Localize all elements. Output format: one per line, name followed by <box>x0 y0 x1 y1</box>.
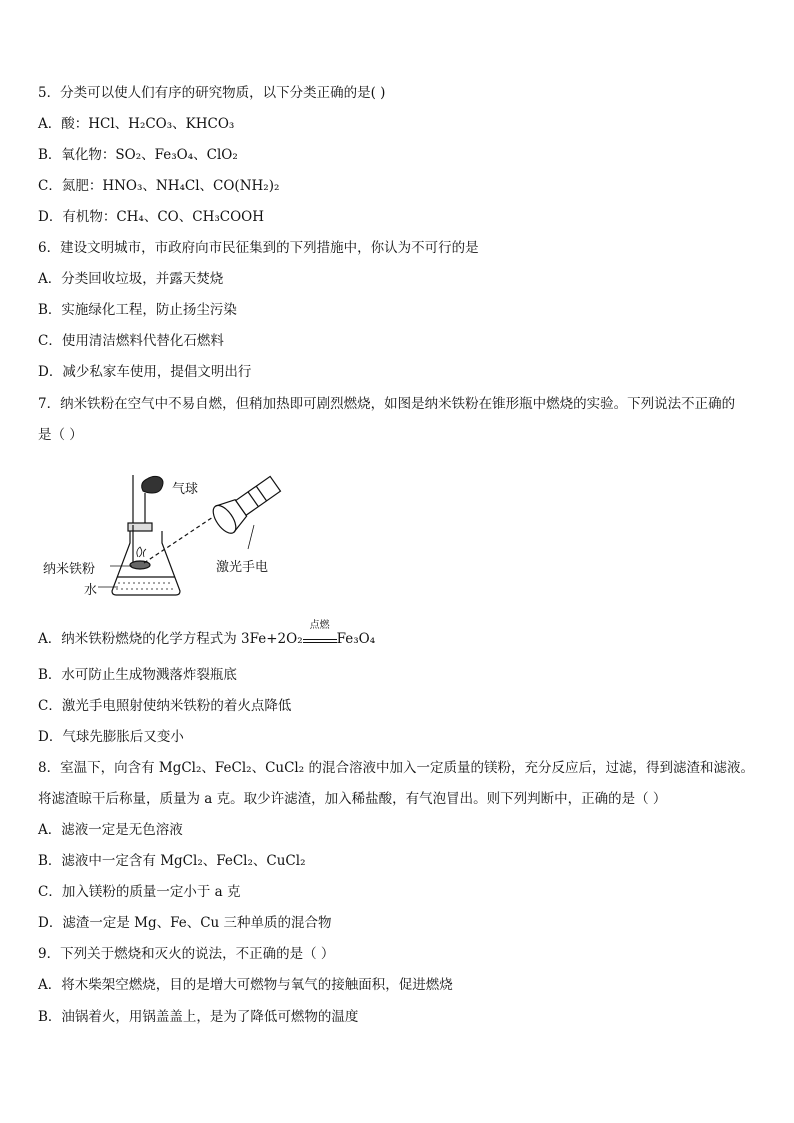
iron-powder <box>130 561 150 569</box>
q8-option-c: C．加入镁粉的质量一定小于 a 克 <box>38 884 241 900</box>
q5-option-d: D．有机物：CH₄、CO、CH₃COOH <box>38 209 264 225</box>
reaction-condition-label: 点燃 <box>309 620 330 631</box>
q7-stem-line1: 7．纳米铁粉在空气中不易自燃，但稍加热即可剧烈燃烧，如图是纳米铁粉在锥形瓶中燃烧的实验。下列说法不正确的 <box>38 396 736 412</box>
q9-option-a: A．将木柴架空燃烧，目的是增大可燃物与氧气的接触面积，促进燃烧 <box>38 977 453 993</box>
q7-option-a <box>38 620 376 648</box>
q8-option-a: A．滤液一定是无色溶液 <box>38 822 183 838</box>
q9-stem: 9．下列关于燃烧和灭火的说法，不正确的是（ ） <box>38 946 335 962</box>
water-label: 水 <box>84 583 98 598</box>
q8-stem-line1: 8．室温下，向含有 MgCl₂、FeCl₂、CuCl₂ 的混合溶液中加入一定质量的镁粉，充分反应后，过滤，得到滤渣和滤液。 <box>38 760 754 776</box>
q6-option-c: C．使用清洁燃料代替化石燃料 <box>38 333 224 349</box>
q5-option-a: A．酸：HCl、H₂CO₃、KHCO₃ <box>38 116 235 132</box>
q6-stem: 6．建设文明城市，市政府向市民征集到的下列措施中，你认为不可行的是 <box>38 240 479 256</box>
q6-option-a: A．分类回收垃圾，并露天焚烧 <box>38 271 224 287</box>
q6-option-b: B．实施绿化工程，防止扬尘污染 <box>38 302 237 318</box>
reaction-condition <box>303 620 337 643</box>
q5-option-b: B．氧化物：SO₂、Fe₃O₄、ClO₂ <box>38 147 238 163</box>
iron-powder-label: 纳米铁粉 <box>43 562 96 577</box>
q7-option-a-text: A．纳米铁粉燃烧的化学方程式为 3Fe+2O₂ <box>38 631 303 647</box>
q6-option-d: D．减少私家车使用，提倡文明出行 <box>38 364 252 380</box>
flashlight-icon <box>209 471 285 537</box>
q8-option-b: B．滤液中一定含有 MgCl₂、FeCl₂、CuCl₂ <box>38 853 306 869</box>
flashlight-label: 激光手电 <box>216 560 269 575</box>
flashlight-leader <box>248 525 254 549</box>
rubber-stopper <box>128 523 152 531</box>
q7-option-b: B．水可防止生成物溅落炸裂瓶底 <box>38 667 237 683</box>
q9-option-b: B．油锅着火，用锅盖盖上，是为了降低可燃物的温度 <box>38 1009 359 1025</box>
q8-option-d: D．滤渣一定是 Mg、Fe、Cu 三种单质的混合物 <box>38 915 332 931</box>
experiment-figure <box>40 465 300 605</box>
q5-stem: 5．分类可以使人们有序的研究物质，以下分类正确的是( ) <box>38 85 386 101</box>
q7-stem-line2: 是（ ） <box>38 427 83 443</box>
q8-stem-line2: 将滤渣晾干后称量，质量为 a 克。取少许滤渣，加入稀盐酸，有气泡冒出。则下列判断中，正确的是（ ） <box>38 791 667 807</box>
q7-option-c: C．激光手电照射使纳米铁粉的着火点降低 <box>38 698 292 714</box>
balloon-label: 气球 <box>172 482 199 497</box>
q7-option-a-product: Fe₃O₄ <box>336 631 376 647</box>
q5-option-c: C．氮肥：HNO₃、NH₄Cl、CO(NH₂)₂ <box>38 178 280 194</box>
q7-option-d: D．气球先膨胀后又变小 <box>38 729 184 745</box>
balloon-icon <box>142 476 163 493</box>
laser-beam <box>144 515 216 563</box>
